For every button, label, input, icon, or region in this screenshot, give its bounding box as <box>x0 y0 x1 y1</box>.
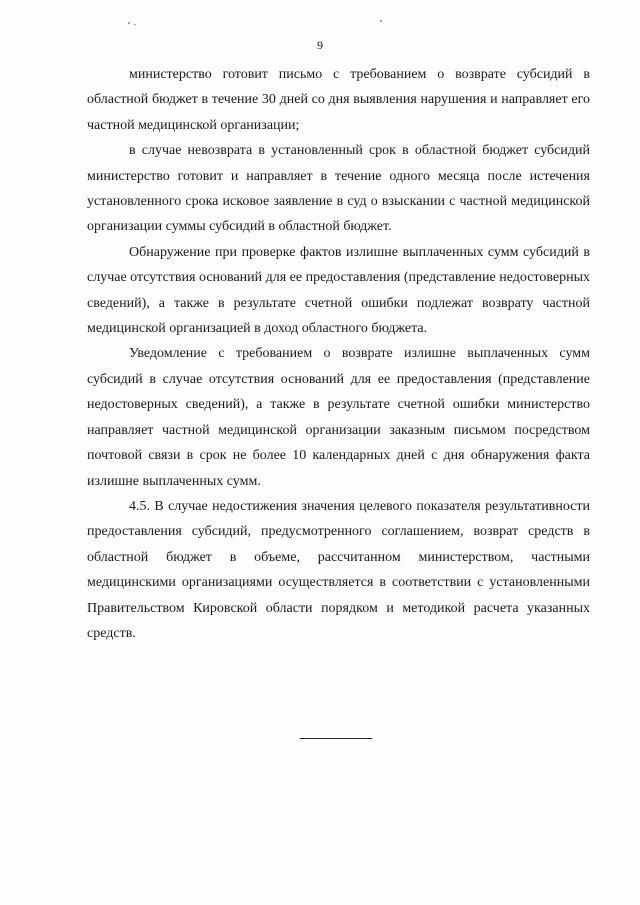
page-number: 9 <box>317 38 323 52</box>
paragraph-1: министерство готовит письмо с требованием о возврате субсидий в областной бюджет в течение 30 дней со дня выявления нарушения и направляет его частной медицинской организации; <box>87 67 590 133</box>
scan-speck <box>380 20 382 22</box>
paragraph-4: Уведомление с требованием о возврате излишне выплаченных сумм субсидий в случае отсутствия оснований для ее предоставления (представление недостоверных сведений), а также в результате счетной ошибки министерство направляет частной медицинской организации заказным письмом посредством почтовой связи в срок не более 10 календарных дней с дня обнаружения факта излишне выплаченных сумм. <box>87 346 590 489</box>
end-separator-line <box>300 738 372 739</box>
scan-speck <box>134 24 136 25</box>
paragraph-5: 4.5. В случае недостижения значения целевого показателя результативности предоставления субсидий, предусмотренного соглашением, возврат средств в областной бюджет в объеме, рассчитанном министерством, частными медицинскими организациями осуществляется в соответствии с установленными Правительством Кировской области порядком и методикой расчета указанных средств. <box>87 498 590 641</box>
paragraph-3: Обнаружение при проверке фактов излишне выплаченных сумм субсидий в случае отсутствия оснований для ее предоставления (представление недостоверных сведений), а также в результате счетной ошибки подлежат возврату частной медицинской организацией в доход областного бюджета. <box>87 244 591 337</box>
paragraph-2: в случае невозврата в установленный срок в областной бюджет субсидий министерство готовит и направляет в течение одного месяца после истечения установленного срока исковое заявление в суд о взыскании с частной медицинской организации суммы субсидий в областной бюджет. <box>87 143 590 235</box>
scan-speck <box>128 22 130 24</box>
document-body <box>87 62 590 646</box>
